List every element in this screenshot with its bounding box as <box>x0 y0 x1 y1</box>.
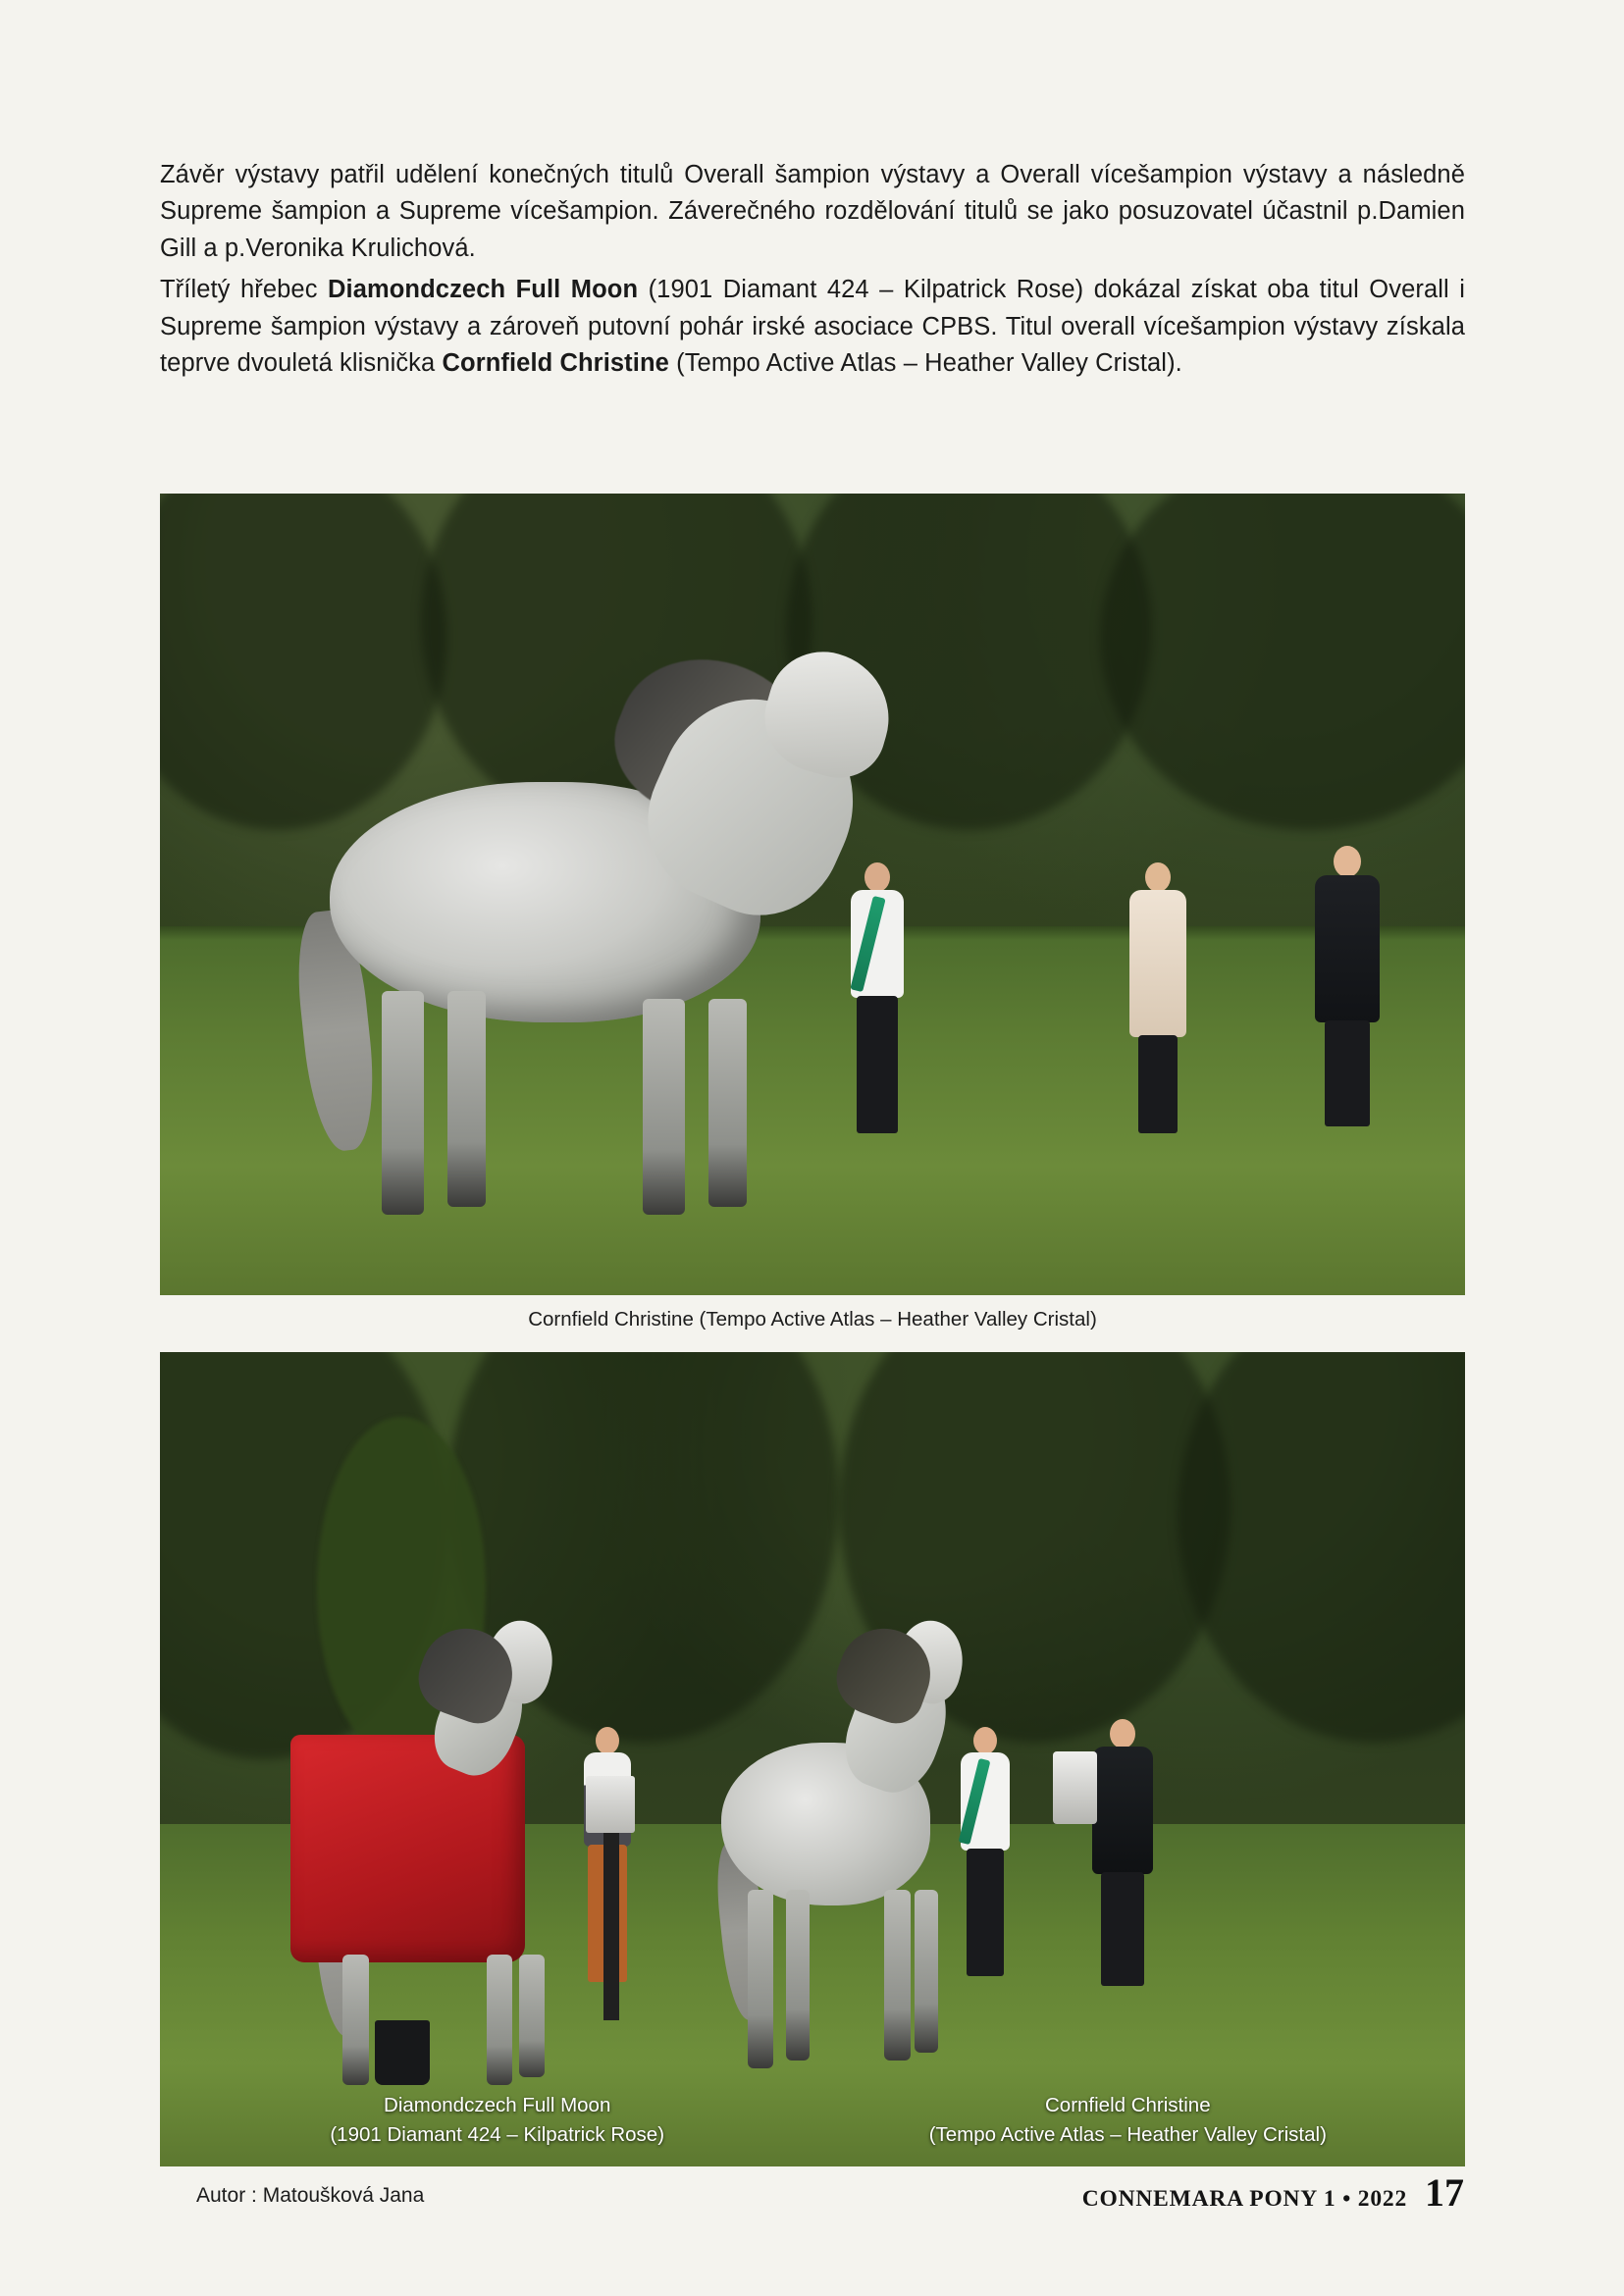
caption-right <box>860 2091 1396 2152</box>
trophy-stand <box>603 1808 619 2020</box>
caption-left-line2: (1901 Diamant 424 – Kilpatrick Rose) <box>330 2123 665 2147</box>
person-legs <box>1101 1872 1144 1986</box>
paragraph-1: Závěr výstavy patřil udělení konečných titulů Overall šampion výstavy a Overall vícešampion výstavy a následně Supreme šampion a Supreme vícešampion. Záverečného rozdělování titulů se jako posuzovatel účastnil p.Damien Gill a p.Veronika Krulichová. <box>160 161 1465 262</box>
person-head <box>973 1727 997 1754</box>
person-legs <box>1138 1035 1178 1133</box>
person-head <box>1334 846 1361 877</box>
paragraph-2-part-2: (1901 Diamant 424 – Kilpatrick Rose) dokázal získat oba titul Overall i Supreme šampion výstavy a zároveň putovní pohár irské asociace CPBS. Titul overall vícešampion výstavy získala teprve dvouletá klisnička <box>160 276 1465 378</box>
caption-right-line2: (Tempo Active Atlas – Heather Valley Cristal) <box>928 2123 1327 2147</box>
sapling-pot <box>375 2020 430 2085</box>
caption-right-line1: Cornfield Christine <box>1044 2093 1211 2116</box>
horse-leg <box>748 1890 774 2069</box>
article-text <box>160 157 1465 383</box>
person-coat <box>1129 890 1186 1037</box>
trophy-cup <box>1053 1751 1097 1825</box>
horse-leg <box>342 1955 369 2085</box>
caption-left <box>229 2091 765 2152</box>
paragraph-2-part-3: (Tempo Active Atlas – Heather Valley Cristal). <box>668 349 1182 378</box>
horse-leg <box>382 991 424 1216</box>
page-number: 17 <box>1425 2170 1464 2215</box>
person-jacket <box>1092 1747 1153 1874</box>
horse-leg <box>915 1890 938 2053</box>
person-legs <box>1325 1020 1370 1126</box>
person-head <box>1110 1719 1135 1748</box>
magazine-title: CONNEMARA PONY 1 • 2022 <box>1081 2186 1407 2212</box>
horse-leg <box>884 1890 911 2061</box>
person-handler-right <box>943 1727 1027 2085</box>
photo-credit: Autor : Matoušková Jana <box>196 2184 425 2207</box>
person-judge-female <box>1113 862 1204 1247</box>
trophy-cup <box>586 1776 636 1833</box>
horse-leg <box>447 991 487 1208</box>
horse-name-cornfield: Cornfield Christine <box>442 349 669 378</box>
horse-leg <box>786 1890 810 2061</box>
footer <box>1081 2170 1464 2215</box>
horse-leg <box>643 999 685 1216</box>
horse-name-diamondczech: Diamondczech Full Moon <box>328 276 639 304</box>
person-legs <box>857 996 898 1133</box>
photo-cornfield-christine <box>160 494 1465 1295</box>
horse-leg <box>519 1955 546 2077</box>
horse-leg <box>708 999 748 1207</box>
photo-champions-group <box>160 1352 1465 2166</box>
caption-top-photo: Cornfield Christine (Tempo Active Atlas – Heather Valley Cristal) <box>528 1308 1097 1331</box>
caption-left-line1: Diamondczech Full Moon <box>384 2093 611 2116</box>
person-head <box>1145 862 1171 892</box>
person-legs <box>967 1849 1004 1976</box>
paragraph-2-part-1: Tříletý hřebec <box>160 276 328 304</box>
person-head <box>864 862 890 892</box>
person-head <box>596 1727 619 1754</box>
person-jacket <box>1315 875 1380 1022</box>
photo-caption-overlay <box>160 2091 1465 2152</box>
horse-leg <box>487 1955 513 2085</box>
paragraph-2 <box>160 272 1465 382</box>
person-judge-male <box>1295 846 1399 1247</box>
person-handler <box>832 862 923 1247</box>
